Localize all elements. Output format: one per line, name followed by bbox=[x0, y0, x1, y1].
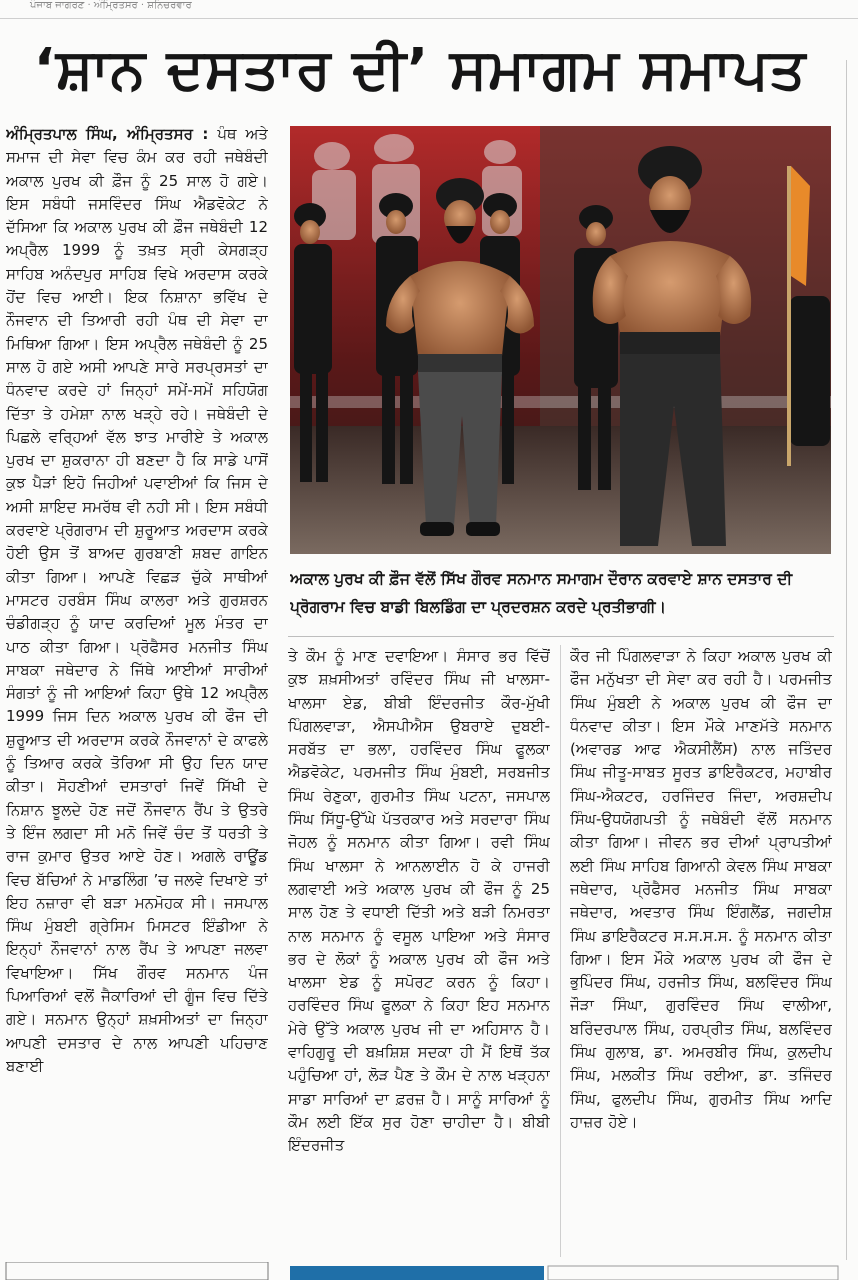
event-photo bbox=[290, 126, 831, 554]
column-divider bbox=[560, 645, 561, 1257]
article-headline: ‘ਸ਼ਾਨ ਦਸਤਾਰ ਦੀ’ ਸਮਾਗਮ ਸਮਾਪਤ bbox=[33, 37, 807, 102]
bottom-next-articles bbox=[0, 1262, 858, 1280]
photo-caption: ਅਕਾਲ ਪੁਰਖ ਕੀ ਫ਼ੌਜ ਵੱਲੋਂ ਸਿੱਖ ਗੌਰਵ ਸਨਮਾਨ ਸਮਾਗਮ ਦੌਰਾਨ ਕਰਵਾਏ ਸ਼ਾਨ ਦਸਤਾਰ ਦੀ ਪ੍ਰੋਗਰਾਮ ਵਿਚ ਬਾਡੀ ਬਿਲਡਿੰਗ ਦਾ ਪ੍ਰਦਰਸ਼ਨ ਕਰਦੇ ਪ੍ਰਤੀਭਾਗੀ। bbox=[290, 570, 793, 616]
column-1-text: ਪੰਥ ਅਤੇ ਸਮਾਜ ਦੀ ਸੇਵਾ ਵਿਚ ਕੰਮ ਕਰ ਰਹੀ ਜਥੇਬੰਦੀ ਅਕਾਲ ਪੁਰਖ ਕੀ ਫ਼ੌਜ ਨੂੰ 25 ਸਾਲ ਹੋ ਗਏ। ਇਸ ਸਬੰਧੀ ਜਸਵਿੰਦਰ ਸਿੰਘ ਐਡਵੋਕੇਟ ਨੇ ਦੱਸਿਆ ਕਿ ਅਕਾਲ ਪੁਰਖ ਕੀ ਫ਼ੌਜ ਜਥੇਬੰਦੀ 12 ਅਪ੍ਰੈਲ 1999 ਨੂੰ ਤਖ਼ਤ ਸ੍ਰੀ ਕੇਸਗੜ੍ਹ ਸਾਹਿਬ ਅਨੰਦਪੁਰ ਸਾਹਿਬ ਵਿਖੇ ਅਰਦਾਸ ਕਰਕੇ ਹੋਂਦ ਵਿਚ ਆਈ। ਇਕ ਨਿਸ਼ਾਨਾ ਭਵਿੱਖ ਦੇ ਨੌਜਵਾਨ ਦੀ ਤਿਆਰੀ ਰਹੀ ਪੰਥ ਦੀ ਸੇਵਾ ਦਾ ਮਿਥਿਆ ਗਿਆ। ਇਸ ਅਪ੍ਰੈਲ ਜਥੇਬੰਦੀ ਨੂੰ 25 ਸਾਲ ਹੋ ਗਏ ਅਸੀ ਆਪਣੇ ਸਾਰੇ ਸਰਪ੍ਰਸਤਾਂ ਦਾ ਧੰਨਵਾਦ ਕਰਦੇ ਹਾਂ ਜਿਨ੍ਹਾਂ ਸਮੇਂ-ਸਮੇਂ ਸਹਿਯੋਗ ਦਿੱਤਾ ਤੇ ਹਮੇਸ਼ਾ ਨਾਲ ਖੜ੍ਹੇ ਰਹੇ। ਜਥੇਬੰਦੀ ਦੇ ਪਿਛਲੇ ਵਰ੍ਹਿਆਂ ਵੱਲ ਝਾਤ ਮਾਰੀਏ ਤੇ ਅਕਾਲ ਪੁਰਖ ਦਾ ਸ਼ੁਕਰਾਨਾ ਹੀ ਬਣਦਾ ਹੈ ਕਿ ਸਾਡੇ ਪਾਸੋਂ ਕੁਝ ਪੈੜਾਂ ਇਹੋ ਜਿਹੀਆਂ ਪਵਾਈਆਂ ਕਿ ਜਿਸ ਦੇ ਅਸੀ ਸ਼ਾਇਦ ਸਮਰੱਥ ਵੀ ਨਹੀ ਸੀ। ਇਸ ਸਬੰਧੀ ਕਰਵਾਏ ਪ੍ਰੋਗਰਾਮ ਦੀ ਸ਼ੁਰੂਆਤ ਅਰਦਾਸ ਕਰਕੇ ਹੋਈ ਉਸ ਤੋਂ ਬਾਅਦ ਗੁਰਬਾਣੀ ਸ਼ਬਦ ਗਾਇਨ ਕੀਤਾ ਗਿਆ। ਆਪਣੇ ਵਿਛੜ ਚੁੱਕੇ ਸਾਥੀਆਂ ਮਾਸਟਰ ਹਰਬੰਸ ਸਿੰਘ ਕਾਲਰਾ ਅਤੇ ਗੁਰਸ਼ਰਨ ਚੰਡੀਗੜ੍ਹ ਨੂੰ ਯਾਦ ਕਰਦਿਆਂ ਮੂਲ ਮੰਤਰ ਦਾ ਪਾਠ ਕੀਤਾ ਗਿਆ। ਪ੍ਰੋਫੈਸਰ ਮਨਜੀਤ ਸਿੰਘ ਸਾਬਕਾ ਜਥੇਦਾਰ ਨੇ ਜਿੱਥੇ ਆਈਆਂ ਸਾਰੀਆਂ ਸੰਗਤਾਂ ਨੂੰ ਜੀ ਆਇਆਂ ਕਿਹਾ ਉਥੇ 12 ਅਪ੍ਰੈਲ 1999 ਜਿਸ ਦਿਨ ਅਕਾਲ ਪੁਰਖ ਕੀ ਫੌਜ ਦੀ ਸ਼ੁਰੂਆਤ ਦੀ ਅਰਦਾਸ ਕਰਕੇ ਨੌਜਵਾਨਾਂ ਦੇ ਕਾਫਲੇ ਨੂੰ ਤਿਆਰ ਕਰਕੇ ਤੋਰਿਆ ਸੀ ਉਹ ਦਿਨ ਯਾਦ ਕੀਤਾ। ਸੋਹਣੀਆਂ ਦਸਤਾਰਾਂ ਜਿਵੇਂ ਸਿੱਖੀ ਦੇ ਨਿਸ਼ਾਨ ਝੂਲਦੇ ਹੋਣ ਜਦੋਂ ਨੌਜਵਾਨ ਰੈਂਪ ਤੇ ਉਤਰੇ ਤੇ ਇੰਜ ਲਗਦਾ ਸੀ ਮਨੋ ਜਿਵੇਂ ਚੰਦ ਤੋਂ ਧਰਤੀ ਤੇ ਰਾਜ ਕੁਮਾਰ ਉਤਰ ਆਏ ਹੋਣ। ਅਗਲੇ ਰਾਊਂਡ ਵਿਚ ਬੱਚਿਆਂ ਨੇ ਮਾਡਲਿੰਗ ’ਚ ਜਲਵੇ ਦਿਖਾਏ ਤਾਂ ਇਹ ਨਜ਼ਾਰਾ ਵੀ ਬੜਾ ਮਨਮੋਹਕ ਸੀ। ਜਸਪਾਲ ਸਿੰਘ ਮੁੰਬਈ ਗ੍ਰੇਸਿਮ ਮਿਸਟਰ ਇੰਡੀਆ ਨੇ ਇਨ੍ਹਾਂ ਨੌਜਵਾਨਾਂ ਨਾਲ ਰੈਂਪ ਤੇ ਆਪਣਾ ਜਲਵਾ ਵਿਖਾਇਆ। ਸਿੱਖ ਗੌਰਵ ਸਨਮਾਨ ਪੰਜ ਪਿਆਰਿਆਂ ਵਲੋਂ ਜੈਕਾਰਿਆਂ ਦੀ ਗੂੰਜ ਵਿਚ ਦਿੱਤੇ ਗਏ। ਸਨਮਾਨ ਉਨ੍ਹਾਂ ਸ਼ਖ਼ਸੀਅਤਾਂ ਦਾ ਜਿਨ੍ਹਾ ਆਪਣੀ ਦਸਤਾਰ ਦੇ ਨਾਲ ਆਪਣੀ ਪਹਿਚਾਣ ਬਣਾਈ bbox=[6, 125, 268, 1075]
byline: ਅੰਮ੍ਰਿਤਪਾਲ ਸਿੰਘ, ਅੰਮ੍ਰਿਤਸਰ : bbox=[6, 125, 209, 143]
article-column-2: ਤੇ ਕੌਮ ਨੂੰ ਮਾਣ ਦਵਾਇਆ। ਸੰਸਾਰ ਭਰ ਵਿੱਚੋਂ ਕੁਝ ਸ਼ਖ਼ਸੀਅਤਾਂ ਰਵਿੰਦਰ ਸਿੰਘ ਜੀ ਖਾਲਸਾ-ਖਾਲਸਾ ਏਡ, ਬੀਬੀ ਇੰਦਰਜੀਤ ਕੌਰ-ਮੁੱਖੀ ਪਿੰਗਲਵਾੜਾ, ਐਸਪੀਐਸ ਉਬਰਾਏ ਦੁਬਈ-ਸਰਬੱਤ ਦਾ ਭਲਾ, ਹਰਵਿੰਦਰ ਸਿੰਘ ਫੂਲਕਾ ਐਡਵੋਕੇਟ, ਪਰਮਜੀਤ ਸਿੰਘ ਮੁੰਬਈ, ਸਰਬਜੀਤ ਸਿੰਘ ਰੇਣੁਕਾ, ਗੁਰਮੀਤ ਸਿੰਘ ਪਟਨਾ, ਜਸਪਾਲ ਸਿੰਘ ਸਿੱਧੂ-ਉੱਘੇ ਪੱਤਰਕਾਰ ਅਤੇ ਸਰਦਾਰਾ ਸਿੰਘ ਜੋਹਲ ਨੂੰ ਸਨਮਾਨ ਕੀਤਾ ਗਿਆ। ਰਵੀ ਸਿੰਘ ਸਿੰਘ ਖਾਲਸਾ ਨੇ ਆਨਲਾਈਨ ਹੋ ਕੇ ਹਾਜਰੀ ਲਗਵਾਈ ਅਤੇ ਅਕਾਲ ਪੁਰਖ ਕੀ ਫੌਜ ਨੂੰ 25 ਸਾਲ ਹੋਣ ਤੇ ਵਧਾਈ ਦਿੱਤੀ ਅਤੇ ਬੜੀ ਨਿਮਰਤਾ ਨਾਲ ਸਨਮਾਨ ਨੂੰ ਵਸੂਲ ਪਾਇਆ ਅਤੇ ਸੰਸਾਰ ਭਰ ਦੇ ਲੋਕਾਂ ਨੂੰ ਅਕਾਲ ਪੁਰਖ ਕੀ ਫੌਜ ਅਤੇ ਖਾਲਸਾ ਏਡ ਨੂੰ ਸਪੋਰਟ ਕਰਨ ਨੂੰ ਕਿਹਾ। ਹਰਵਿੰਦਰ ਸਿੰਘ ਫੂਲਕਾ ਨੇ ਕਿਹਾ ਇਹ ਸਨਮਾਨ ਮੇਰੇ ਉੱਤੇ ਅਕਾਲ ਪੁਰਖ ਜੀ ਦਾ ਅਹਿਸਾਨ ਹੈ। ਵਾਹਿਗੁਰੂ ਦੀ ਬਖ਼ਸ਼ਿਸ਼ ਸਦਕਾ ਹੀ ਮੈਂ ਇਥੋਂ ਤੱਕ ਪਹੁੰਚਿਆ ਹਾਂ, ਲੋੜ ਪੈਣ ਤੇ ਕੌਮ ਦੇ ਨਾਲ ਖੜ੍ਹਨਾ ਸਾਡਾ ਸਾਰਿਆਂ ਦਾ ਫ਼ਰਜ਼ ਹੈ। ਸਾਨੂੰ ਸਾਰਿਆਂ ਨੂੰ ਕੌਮ ਲਈ ਇੱਕ ਸੁਰ ਹੋਣਾ ਚਾਹੀਦਾ ਹੈ। ਬੀਬੀ ਇੰਦਰਜੀਤ bbox=[288, 647, 550, 1155]
next-article-edges bbox=[0, 1262, 858, 1280]
adjacent-column-edge bbox=[846, 60, 858, 1260]
caption-divider bbox=[288, 636, 834, 637]
header-strip-text: ਪੰਜਾਬ ਜਾਗਰਣ · ਅੰਮ੍ਰਿਤਸਰ · ਸ਼ਨਿਚਰਵਾਰ bbox=[30, 0, 192, 11]
article-column-1 bbox=[6, 123, 268, 1261]
article-column-3: ਕੌਰ ਜੀ ਪਿੰਗਲਵਾੜਾ ਨੇ ਕਿਹਾ ਅਕਾਲ ਪੁਰਖ ਕੀ ਫੌਜ ਮਨੁੱਖਤਾ ਦੀ ਸੇਵਾ ਕਰ ਰਹੀ ਹੈ। ਪਰਮਜੀਤ ਸਿੰਘ ਮੁੰਬਈ ਨੇ ਅਕਾਲ ਪੁਰਖ ਕੀ ਫੌਜ ਦਾ ਧੰਨਵਾਦ ਕੀਤਾ। ਇਸ ਮੌਕੇ ਮਾਣਮੱਤੇ ਸਨਮਾਨ (ਅਵਾਰਡ ਆਫ ਐਕਸੀਲੈਂਸ) ਨਾਲ ਜਤਿੰਦਰ ਸਿੰਘ ਜੀਤੂ-ਸਾਬਤ ਸੂਰਤ ਡਾਇਰੈਕਟਰ, ਮਹਾਬੀਰ ਸਿੰਘ-ਐਕਟਰ, ਹਰਜਿੰਦਰ ਜਿੰਦਾ, ਅਰਸ਼ਦੀਪ ਸਿੰਘ-ਉਧਯੋਗਪਤੀ ਨੂੰ ਜਥੇਬੰਦੀ ਵੱਲੋਂ ਸਨਮਾਨ ਕੀਤਾ ਗਿਆ। ਜੀਵਨ ਭਰ ਦੀਆਂ ਪ੍ਰਾਪਤੀਆਂ ਲਈ ਸਿੰਘ ਸਾਹਿਬ ਗਿਆਨੀ ਕੇਵਲ ਸਿੰਘ ਸਾਬਕਾ ਜਥੇਦਾਰ, ਪ੍ਰੋਫੈਸਰ ਮਨਜੀਤ ਸਿੰਘ ਸਾਬਕਾ ਜਥੇਦਾਰ, ਅਵਤਾਰ ਸਿੰਘ ਇੰਗਲੈਂਡ, ਜਗਦੀਸ਼ ਸਿੰਘ ਡਾਇਰੈਕਟਰ ਸ.ਸ.ਸ.ਸ. ਨੂੰ ਸਨਮਾਨ ਕੀਤਾ ਗਿਆ। ਇਸ ਮੌਕੇ ਅਕਾਲ ਪੁਰਖ ਕੀ ਫੌਜ ਦੇ ਭੁਪਿੰਦਰ ਸਿੰਘ, ਹਰਜੀਤ ਸਿੰਘ, ਬਲਵਿੰਦਰ ਸਿੰਘ ਜੌੜਾ ਸਿੰਘਾ, ਗੁਰਵਿੰਦਰ ਸਿੰਘ ਵਾਲੀਆ, ਬਰਿੰਦਰਪਾਲ ਸਿੰਘ, ਹਰਪ੍ਰੀਤ ਸਿੰਘ, ਬਲਵਿੰਦਰ ਸਿੰਘ ਗੁਲਾਬ, ਡਾ. ਅਮਰਬੀਰ ਸਿੰਘ, ਕੁਲਦੀਪ ਸਿੰਘ, ਮਲਕੀਤ ਸਿੰਘ ਰਈਆ, ਡਾ. ਤਜਿੰਦਰ ਸਿੰਘ, ਫੁਲਦੀਪ ਸਿੰਘ, ਗੁਰਮੀਤ ਸਿੰਘ ਆਦਿ ਹਾਜ਼ਰ ਹੋਏ। bbox=[570, 647, 832, 1131]
top-header-strip bbox=[0, 0, 858, 19]
bodybuilding-stage-illustration bbox=[290, 126, 831, 554]
